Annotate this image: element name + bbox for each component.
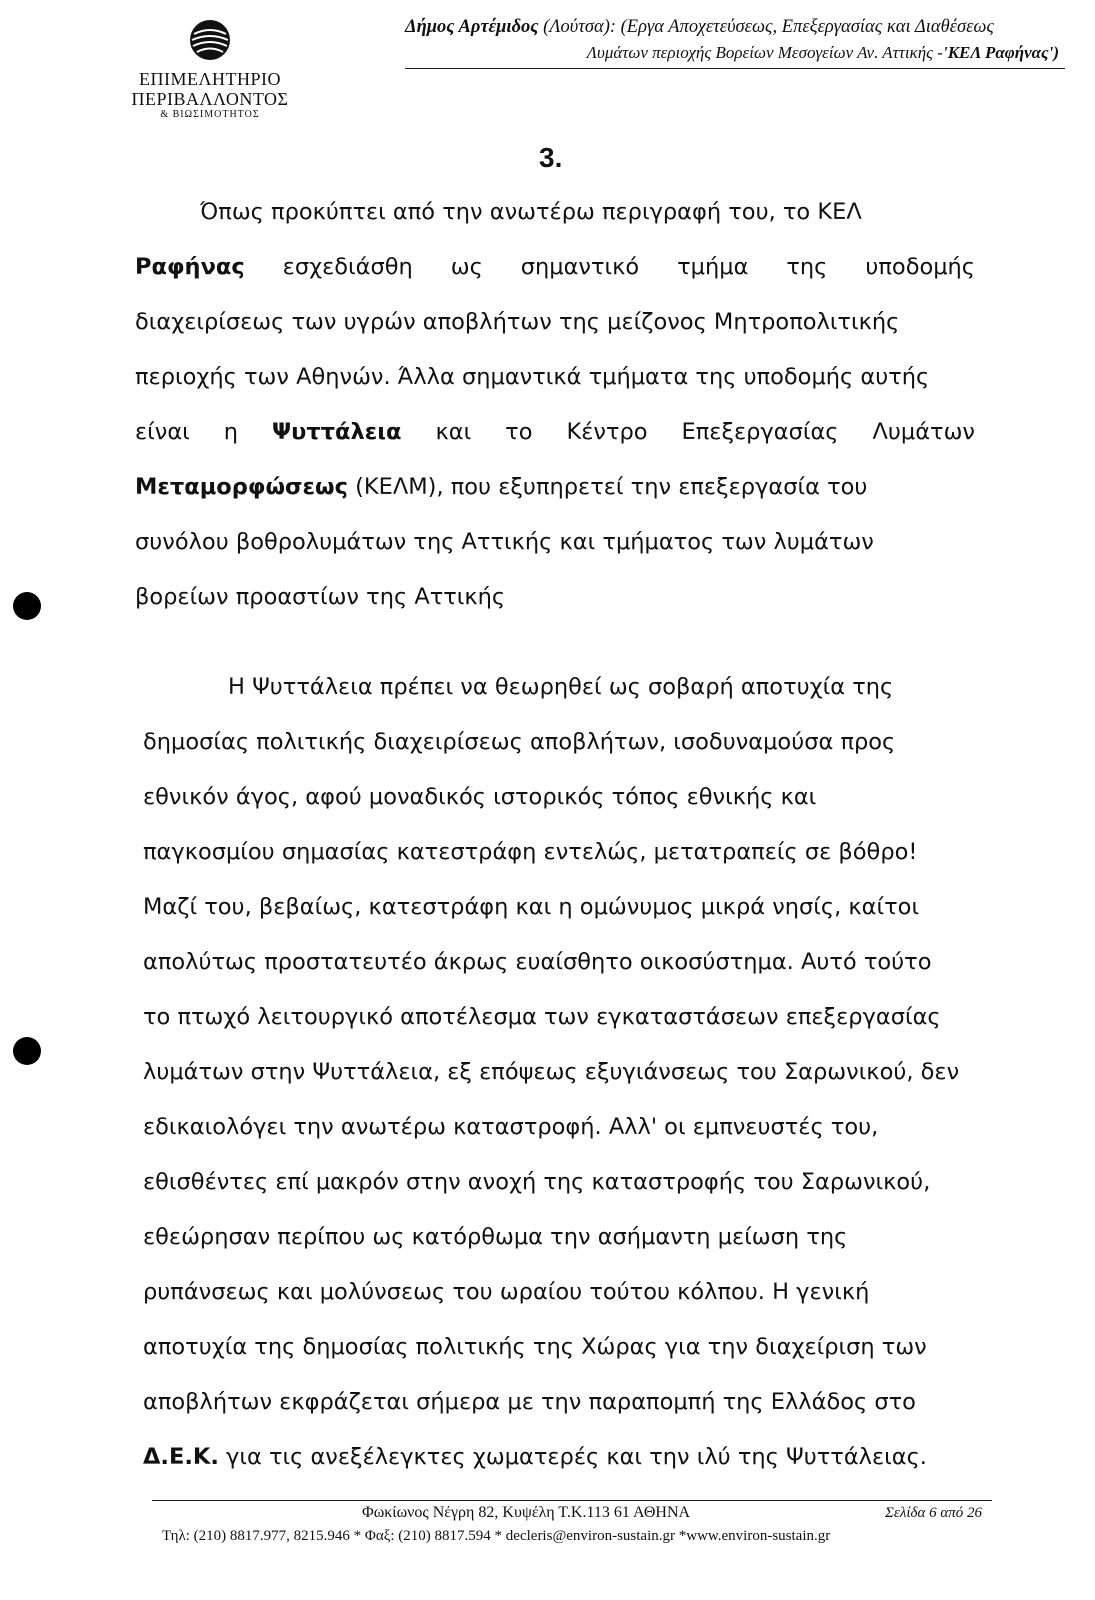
text-line: εθνικόν άγος, αφού μοναδικός ιστορικός τόπος εθνικής και — [143, 784, 817, 810]
footer-contact: Τηλ: (210) 8817.977, 8215.946 * Φαξ: (210) 8817.594 * decleris@environ-sustain.gr *www.environ-sustain.gr — [162, 1528, 831, 1544]
organization-emblem-icon — [188, 18, 232, 62]
punch-hole — [13, 592, 41, 620]
text-line: απολύτως προστατευτέο άκρως ευαίσθητο οικοσύστημα. Αυτό τούτο — [143, 949, 932, 975]
text-line: εθεώρησαν περίπου ως κατόρθωμα την ασήμαντη μείωση της — [143, 1224, 848, 1250]
text-span: εσχεδιάσθη ως σημαντικό τμήμα της υποδομής — [282, 254, 976, 280]
header-municipality: Δήμος Αρτέμιδος — [405, 17, 539, 37]
text-line: Όπως προκύπτει από την ανωτέρω περιγραφή του, το ΚΕΛ — [200, 199, 862, 225]
text-line — [135, 240, 975, 295]
page-header — [405, 14, 1065, 69]
punch-hole — [13, 1037, 41, 1065]
header-line2 — [405, 40, 1065, 66]
org-name-line3: & ΒΙΩΣΙΜΟΤΗΤΟΣ — [160, 109, 260, 120]
footer-line1 — [140, 1501, 1000, 1525]
text-span: (ΚΕΛΜ), που εξυπηρετεί την επεξεργασία του — [355, 474, 868, 500]
section-number: 3. — [539, 142, 563, 173]
bold-term: Μεταμορφώσεως — [135, 474, 348, 500]
page-number: Σελίδα 6 από 26 — [885, 1505, 982, 1521]
header-line2-text: Λυμάτων περιοχής Βορείων Μεσογείων Αν. Αττικής - — [586, 43, 943, 62]
text-line: αποβλήτων εκφράζεται σήμερα με την παραπομπή της Ελλάδος στο — [143, 1389, 916, 1415]
text-line: παγκοσμίου σημασίας κατεστράφη εντελώς, μετατραπείς σε βόθρο! — [143, 839, 918, 865]
page-footer — [140, 1500, 1000, 1547]
text-line: Η Ψυττάλεια πρέπει να θεωρηθεί ως σοβαρή αποτυχία της — [228, 674, 894, 700]
bold-term: Ψυττάλεια — [272, 419, 402, 445]
org-name-line1: ΕΠΙΜΕΛΗΤΗΡΙΟ — [138, 69, 282, 89]
text-line: εθισθέντες επί μακρόν στην ανοχή της καταστροφής του Σαρωνικού, — [143, 1169, 931, 1195]
text-line: αποτυχία της δημοσίας πολιτικής της Χώρας για την διαχείριση των — [143, 1334, 927, 1360]
text-line: Μαζί του, βεβαίως, κατεστράφη και η ομώνυμος μικρά νησίς, καίτοι — [143, 894, 920, 920]
text-span: είναι η — [135, 419, 239, 445]
text-line: βορείων προαστίων της Αττικής — [135, 584, 506, 610]
header-line1 — [405, 14, 1065, 40]
text-line: περιοχής των Αθηνών. Άλλα σημαντικά τμήματα της υποδομής αυτής — [135, 364, 930, 390]
text-line: δημοσίας πολιτικής διαχειρίσεως αποβλήτων, ισοδυναμούσα προς — [143, 729, 896, 755]
text-line — [143, 1430, 983, 1485]
text-line — [135, 460, 975, 515]
header-line1-text: (Λούτσα): (Εργα Αποχετεύσεως, Επεξεργασίας και Διαθέσεως — [538, 17, 994, 37]
text-span: για τις ανεξέλεγκτες χωματερές και την ιλύ της Ψυττάλειας. — [226, 1444, 927, 1470]
bold-term: Ραφήνας — [135, 254, 245, 280]
text-line: εδικαιολόγει την ανωτέρω καταστροφή. Αλλ' οι εμπνευστές του, — [143, 1114, 879, 1140]
text-span: και το Κέντρο Επεξεργασίας Λυμάτων — [435, 419, 975, 445]
text-line: διαχειρίσεως των υγρών αποβλήτων της μείζονος Μητροπολιτικής — [135, 309, 900, 335]
paragraph-2 — [143, 660, 983, 1485]
org-name-line2: ΠΕΡΙΒΑΛΛΟΝΤΟΣ — [131, 89, 289, 109]
organization-logo — [110, 18, 310, 121]
text-line: συνόλου βοθρολυμάτων της Αττικής και τμήματος των λυμάτων — [135, 529, 874, 555]
text-line — [135, 405, 975, 460]
header-divider — [405, 68, 1065, 69]
text-line: το πτωχό λειτουργικό αποτέλεσμα των εγκαταστάσεων επεξεργασίας — [143, 1004, 941, 1030]
header-project: 'ΚΕΛ Ραφήνας') — [942, 43, 1059, 62]
bold-term: Δ.Ε.Κ. — [143, 1444, 219, 1470]
text-line: ρυπάνσεως και μολύνσεως του ωραίου τούτου κόλπου. Η γενική — [143, 1279, 870, 1305]
footer-address: Φωκίωνος Νέγρη 82, Κυψέλη Τ.Κ.113 61 ΑΘΗΝΑ — [362, 1504, 691, 1521]
paragraph-1 — [135, 185, 975, 625]
text-line: λυμάτων στην Ψυττάλεια, εξ επόψεως εξυγιάνσεως του Σαρωνικού, δεν — [143, 1059, 960, 1085]
